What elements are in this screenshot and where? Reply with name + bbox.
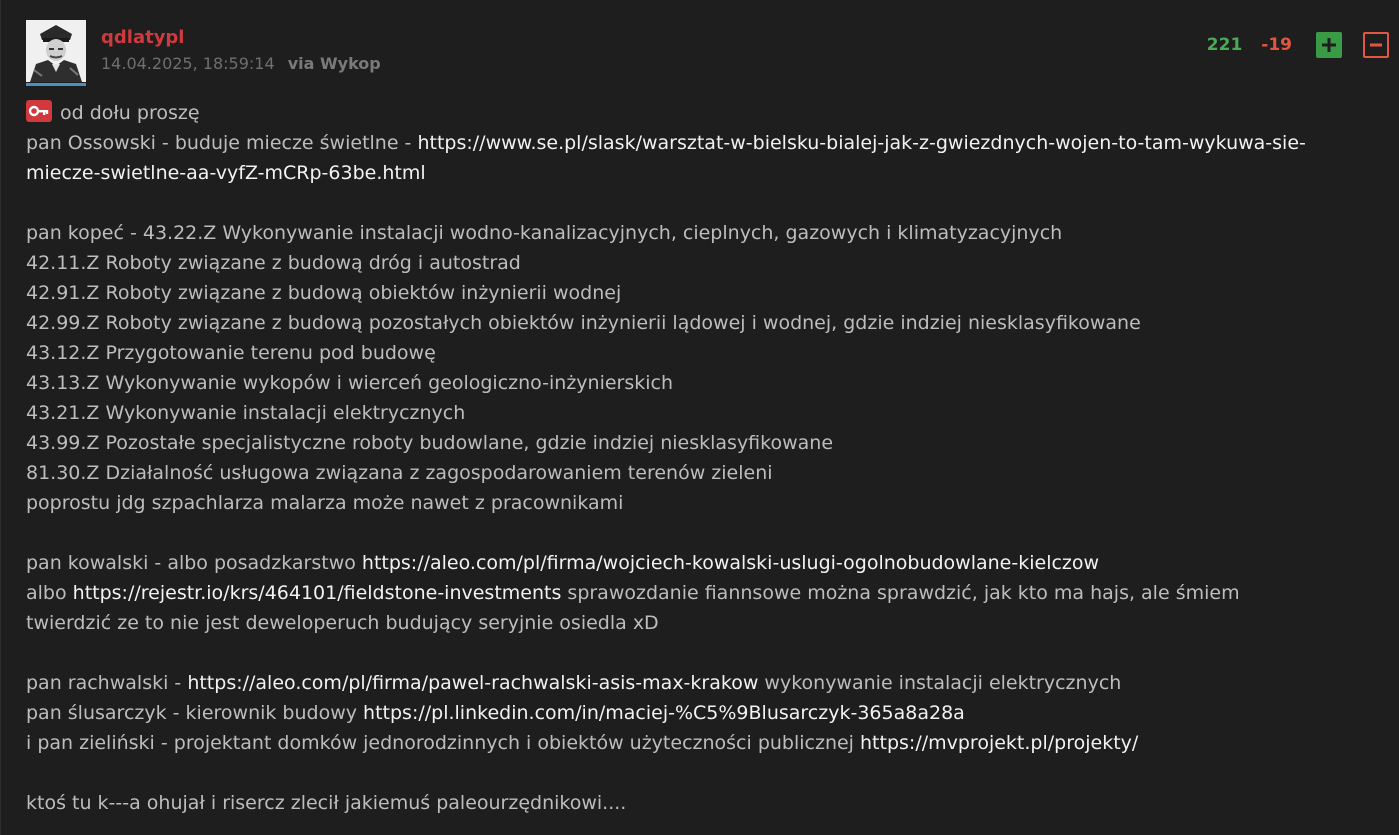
pkd-line: 43.21.Z Wykonywanie instalacji elektrycznych: [26, 402, 466, 424]
intro-line: [26, 98, 1386, 128]
link-aleo-rachwalski[interactable]: https://aleo.com/pl/firma/pawel-rachwalski-asis-max-krakow: [187, 672, 759, 694]
pkd-line: 43.13.Z Wykonywanie wykopów i wierceń geologiczno-inżynierskich: [26, 372, 674, 394]
paragraph-1-line-2: [26, 158, 1386, 188]
paragraph-5-line: ktoś tu k---a ohujał i risercz zlecił jakiemuś paleourzędnikowi....: [26, 792, 627, 814]
pkd-line: 43.99.Z Pozostałe specjalistyczne roboty budowlane, gdzie indziej niesklasyfikowane: [26, 432, 834, 454]
vote-panel: [1207, 31, 1389, 59]
p3-text: pan kowalski - albo posadzkarstwo: [26, 552, 362, 574]
entry-via[interactable]: via Wykop: [287, 54, 381, 73]
avatar-underline: [26, 83, 86, 86]
p3-text: albo: [26, 582, 73, 604]
key-icon: [26, 100, 52, 122]
p4-text: pan ślusarczyk - kierownik budowy: [26, 702, 364, 724]
plus-icon: [1321, 37, 1337, 53]
p4-text: wykonywanie instalacji elektrycznych: [758, 672, 1122, 694]
downvote-button[interactable]: [1363, 32, 1389, 58]
avatar[interactable]: [26, 20, 86, 86]
minus-count: -19: [1261, 35, 1292, 55]
link-linkedin[interactable]: https://pl.linkedin.com/in/maciej-%C5%9Blusarczyk-365a8a28a: [363, 702, 965, 724]
author-username[interactable]: qdlatypl: [101, 27, 185, 48]
spacer: [26, 758, 1386, 788]
entry-meta: [101, 54, 381, 73]
paragraph-4-line-3: [26, 728, 1386, 758]
intro-text: od dołu proszę: [60, 102, 200, 124]
paragraph-4-line-1: [26, 668, 1386, 698]
link-aleo-kowalski[interactable]: https://aleo.com/pl/firma/wojciech-kowalski-uslugi-ogolnobudowlane-kielczow: [361, 552, 1100, 574]
paragraph-1-line-1: [26, 128, 1386, 158]
pkd-line: 43.12.Z Przygotowanie terenu pod budowę: [26, 342, 436, 364]
pkd-line: 81.30.Z Działalność usługowa związana z zagospodarowaniem terenów zieleni: [26, 462, 773, 484]
link-se-pl[interactable]: https://www.se.pl/slask/warsztat-w-bielsku-bialej-jak-z-gwiezdnych-wojen-to-tam-wykuwa-sie-: [417, 132, 1306, 154]
paragraph-4-line-2: [26, 698, 1386, 728]
spacer: [26, 638, 1386, 668]
link-se-pl-cont[interactable]: miecze-swietlne-aa-vyfZ-mCRp-63be.html: [26, 162, 426, 184]
pkd-line: pan kopeć - 43.22.Z Wykonywanie instalacji wodno-kanalizacyjnych, cieplnych, gazowych i klimatyzacyjnych: [26, 222, 1063, 244]
pkd-line: 42.11.Z Roboty związane z budową dróg i autostrad: [26, 252, 521, 274]
p4-text: pan rachwalski -: [26, 672, 188, 694]
link-rejestr[interactable]: https://rejestr.io/krs/464101/fieldstone-investments: [72, 582, 562, 604]
avatar-image[interactable]: [26, 20, 86, 82]
pkd-line: 42.91.Z Roboty związane z budową obiektów inżynierii wodnej: [26, 282, 622, 304]
spacer: [26, 518, 1386, 548]
pkd-line: poprostu jdg szpachlarza malarza może nawet z pracownikami: [26, 492, 624, 514]
p4-text: i pan zieliński - projektant domków jednorodzinnych i obiektów użyteczności publicznej: [26, 732, 861, 754]
spacer: [26, 188, 1386, 218]
p1-text: pan Ossowski - buduje miecze świetlne -: [26, 132, 418, 154]
p3-text: sprawozdanie fiannsowe można sprawdzić, jak kto ma hajs, ale śmiem: [561, 582, 1240, 604]
plus-count: 221: [1206, 35, 1243, 55]
upvote-button[interactable]: [1316, 32, 1342, 58]
paragraph-3-line-2: [26, 578, 1386, 608]
entry-date[interactable]: 14.04.2025, 18:59:14: [101, 54, 275, 73]
link-mvprojekt[interactable]: https://mvprojekt.pl/projekty/: [860, 732, 1139, 754]
paragraph-3-line-1: [26, 548, 1386, 578]
minus-icon: [1369, 38, 1383, 52]
paragraph-3-line-3: twierdzić ze to nie jest deweloperuch budujący seryjnie osiedla xD: [26, 612, 659, 634]
entry-body: [26, 98, 1386, 818]
pkd-line: 42.99.Z Roboty związane z budową pozostałych obiektów inżynierii lądowej i wodnej, gdzie indziej niesklasyfikowane: [26, 312, 1141, 334]
